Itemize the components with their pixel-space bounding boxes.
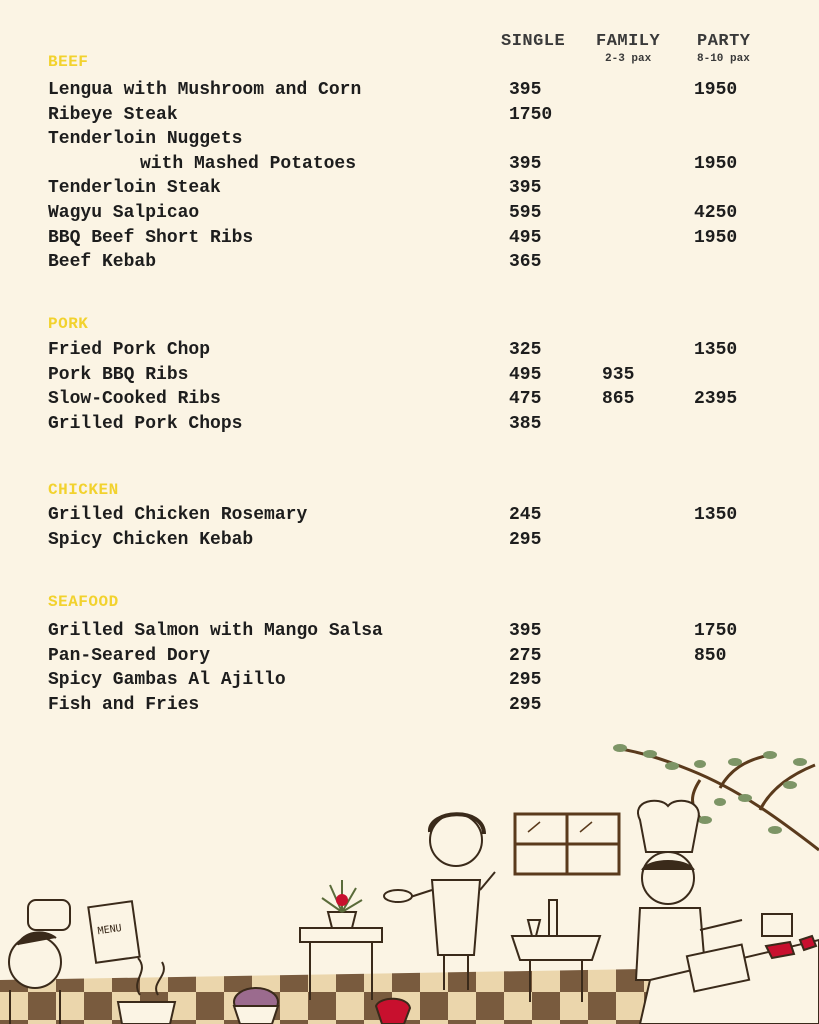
menu-item bbox=[0, 414, 819, 436]
menu-item bbox=[0, 365, 819, 387]
price-single: 495 bbox=[509, 365, 542, 385]
price-single: 475 bbox=[509, 389, 542, 409]
item-name: Fried Pork Chop bbox=[48, 340, 211, 360]
section-title-pork: PORK bbox=[48, 315, 89, 333]
section-title-beef: BEEF bbox=[48, 53, 89, 71]
item-name: Grilled Salmon with Mango Salsa bbox=[48, 621, 383, 641]
menu-item bbox=[0, 154, 819, 176]
kitchen-illustration bbox=[0, 740, 819, 1024]
price-single: 295 bbox=[509, 670, 542, 690]
window bbox=[515, 814, 619, 874]
price-party: 1950 bbox=[694, 154, 738, 174]
price-single: 395 bbox=[509, 178, 542, 198]
item-name: with Mashed Potatoes bbox=[140, 154, 357, 174]
column-header-party: PARTY bbox=[697, 32, 751, 51]
item-name: Tenderloin Steak bbox=[48, 178, 221, 198]
price-single: 295 bbox=[509, 530, 542, 550]
price-single: 275 bbox=[509, 646, 542, 666]
item-name: Wagyu Salpicao bbox=[48, 203, 200, 223]
item-name: Lengua with Mushroom and Corn bbox=[48, 80, 362, 100]
item-name: Tenderloin Nuggets bbox=[48, 129, 243, 149]
menu-card bbox=[88, 901, 139, 963]
price-single: 385 bbox=[509, 414, 542, 434]
price-party: 4250 bbox=[694, 203, 738, 223]
price-party: 1950 bbox=[694, 228, 738, 248]
menu-item bbox=[0, 530, 819, 552]
price-party: 1950 bbox=[694, 80, 738, 100]
price-party: 2395 bbox=[694, 389, 738, 409]
red-cup bbox=[376, 999, 410, 1024]
menu-item bbox=[0, 505, 819, 527]
menu-item bbox=[0, 252, 819, 274]
item-name: BBQ Beef Short Ribs bbox=[48, 228, 254, 248]
price-party: 1350 bbox=[694, 505, 738, 525]
item-name: Fish and Fries bbox=[48, 695, 200, 715]
menu-item bbox=[0, 670, 819, 692]
menu-item bbox=[0, 621, 819, 643]
price-single: 245 bbox=[509, 505, 542, 525]
item-name: Ribeye Steak bbox=[48, 105, 178, 125]
price-single: 595 bbox=[509, 203, 542, 223]
menu-item bbox=[0, 646, 819, 668]
price-single: 325 bbox=[509, 340, 542, 360]
price-single: 1750 bbox=[509, 105, 553, 125]
item-name: Grilled Pork Chops bbox=[48, 414, 243, 434]
menu-item bbox=[0, 129, 819, 151]
section-title-chicken: CHICKEN bbox=[48, 481, 119, 499]
item-name: Beef Kebab bbox=[48, 252, 157, 272]
menu-item bbox=[0, 695, 819, 717]
price-single: 395 bbox=[509, 80, 542, 100]
price-single: 395 bbox=[509, 621, 542, 641]
menu-item bbox=[0, 105, 819, 127]
item-name: Slow-Cooked Ribs bbox=[48, 389, 221, 409]
price-party: 1350 bbox=[694, 340, 738, 360]
section-title-seafood: SEAFOOD bbox=[48, 593, 119, 611]
item-name: Spicy Chicken Kebab bbox=[48, 530, 254, 550]
waitress bbox=[384, 814, 495, 990]
menu-item bbox=[0, 80, 819, 102]
item-name: Pan-Seared Dory bbox=[48, 646, 211, 666]
menu-card-label: MENU bbox=[97, 922, 123, 938]
column-header-family: FAMILY bbox=[596, 32, 661, 51]
price-family: 935 bbox=[602, 365, 635, 385]
item-name: Pork BBQ Ribs bbox=[48, 365, 189, 385]
column-header-single: SINGLE bbox=[501, 32, 566, 51]
price-single: 395 bbox=[509, 154, 542, 174]
menu-item bbox=[0, 389, 819, 411]
column-subheader-family: 2-3 pax bbox=[605, 53, 652, 65]
cupcake bbox=[234, 988, 278, 1024]
price-family: 865 bbox=[602, 389, 635, 409]
price-single: 295 bbox=[509, 695, 542, 715]
menu-item bbox=[0, 340, 819, 362]
column-subheader-party: 8-10 pax bbox=[697, 53, 750, 65]
menu-item bbox=[0, 178, 819, 200]
price-single: 365 bbox=[509, 252, 542, 272]
price-party: 1750 bbox=[694, 621, 738, 641]
menu-item bbox=[0, 203, 819, 225]
item-name: Grilled Chicken Rosemary bbox=[48, 505, 308, 525]
menu-item bbox=[0, 228, 819, 250]
price-single: 495 bbox=[509, 228, 542, 248]
price-party: 850 bbox=[694, 646, 727, 666]
item-name: Spicy Gambas Al Ajillo bbox=[48, 670, 286, 690]
